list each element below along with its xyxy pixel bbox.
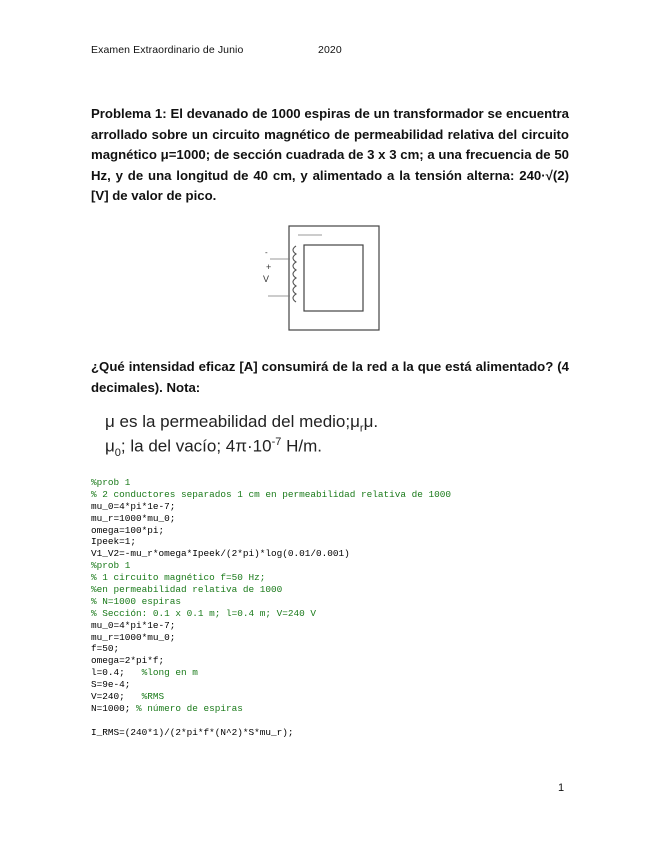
code-line: % 2 conductores separados 1 cm en permeabilidad relativa de 1000: [91, 488, 452, 500]
code-line: omega=2*pi*f;: [91, 655, 165, 667]
code-line: f=50;: [91, 643, 120, 655]
header-year: 2020: [318, 44, 342, 56]
code-line: %en permeabilidad relativa de 1000: [91, 584, 283, 596]
code-line: S=9e-4;: [91, 679, 131, 691]
code-line: omega=100*pi;: [91, 524, 165, 536]
code-line: I_RMS=(240*1)/(2*pi*f*(N^2)*S*mu_r);: [91, 726, 294, 738]
note-line-2: $\mu_0$; la del vacío; $4\pi\cdot 10^{-7}$ H/m.: [105, 436, 322, 460]
code-line: Ipeek=1;: [91, 536, 137, 548]
code-line: mu_r=1000*mu_0;: [91, 631, 176, 643]
code-line: % N=1000 espiras: [91, 595, 182, 607]
voltage-label: V: [263, 274, 270, 284]
code-line: % Sección: 0.1 x 0.1 m; l=0.4 m; V=240 V: [91, 607, 317, 619]
code-line: V=240; %RMS: [91, 691, 165, 703]
code-line: %prob 1: [91, 560, 131, 572]
problem-statement: Problema 1: El devanado de 1000 espiras de un transformador se encuentra arrollado sobre un circuito magnético de permeabilidad relativa del circuito magnético μ=1000; de sección cuadrada de 3 x 3 cm; a una frecuencia de 50 Hz, y de una longitud de 40 cm, y alimentado a la tensión alterna: 240·√(2) [V] de valor de pico.: [91, 106, 569, 203]
code-line: N=1000; % número de espiras: [91, 702, 243, 714]
note-line-1: μ es la permeabilidad del $medio;\mu_r\mu$.: [105, 412, 379, 435]
header-title: Examen Extraordinario de Junio: [91, 44, 244, 56]
svg-text:-: -: [265, 248, 268, 257]
plus-label: +: [266, 262, 272, 272]
code-line: mu_r=1000*mu_0;: [91, 512, 176, 524]
code-line: [91, 715, 451, 727]
page-number: 1: [558, 782, 565, 794]
note-image: [103, 408, 398, 460]
code-line: % 1 circuito magnético f=50 Hz;: [91, 572, 266, 584]
code-line: mu_0=4*pi*1e-7;: [91, 619, 176, 631]
code-line: %prob 1: [91, 477, 131, 488]
matlab-code-block: [91, 477, 451, 739]
code-line: V1_V2=-mu_r*omega*Ipeek/(2*pi)*log(0.01/0.001): [91, 548, 350, 560]
code-line: mu_0=4*pi*1e-7;: [91, 500, 176, 512]
question-text: ¿Qué intensidad eficaz [A] consumirá de la red a la que está alimentado? (4 decimales). Nota:: [91, 359, 569, 395]
transformer-core-diagram: [256, 222, 386, 334]
code-line: l=0.4; %long en m: [91, 667, 198, 679]
